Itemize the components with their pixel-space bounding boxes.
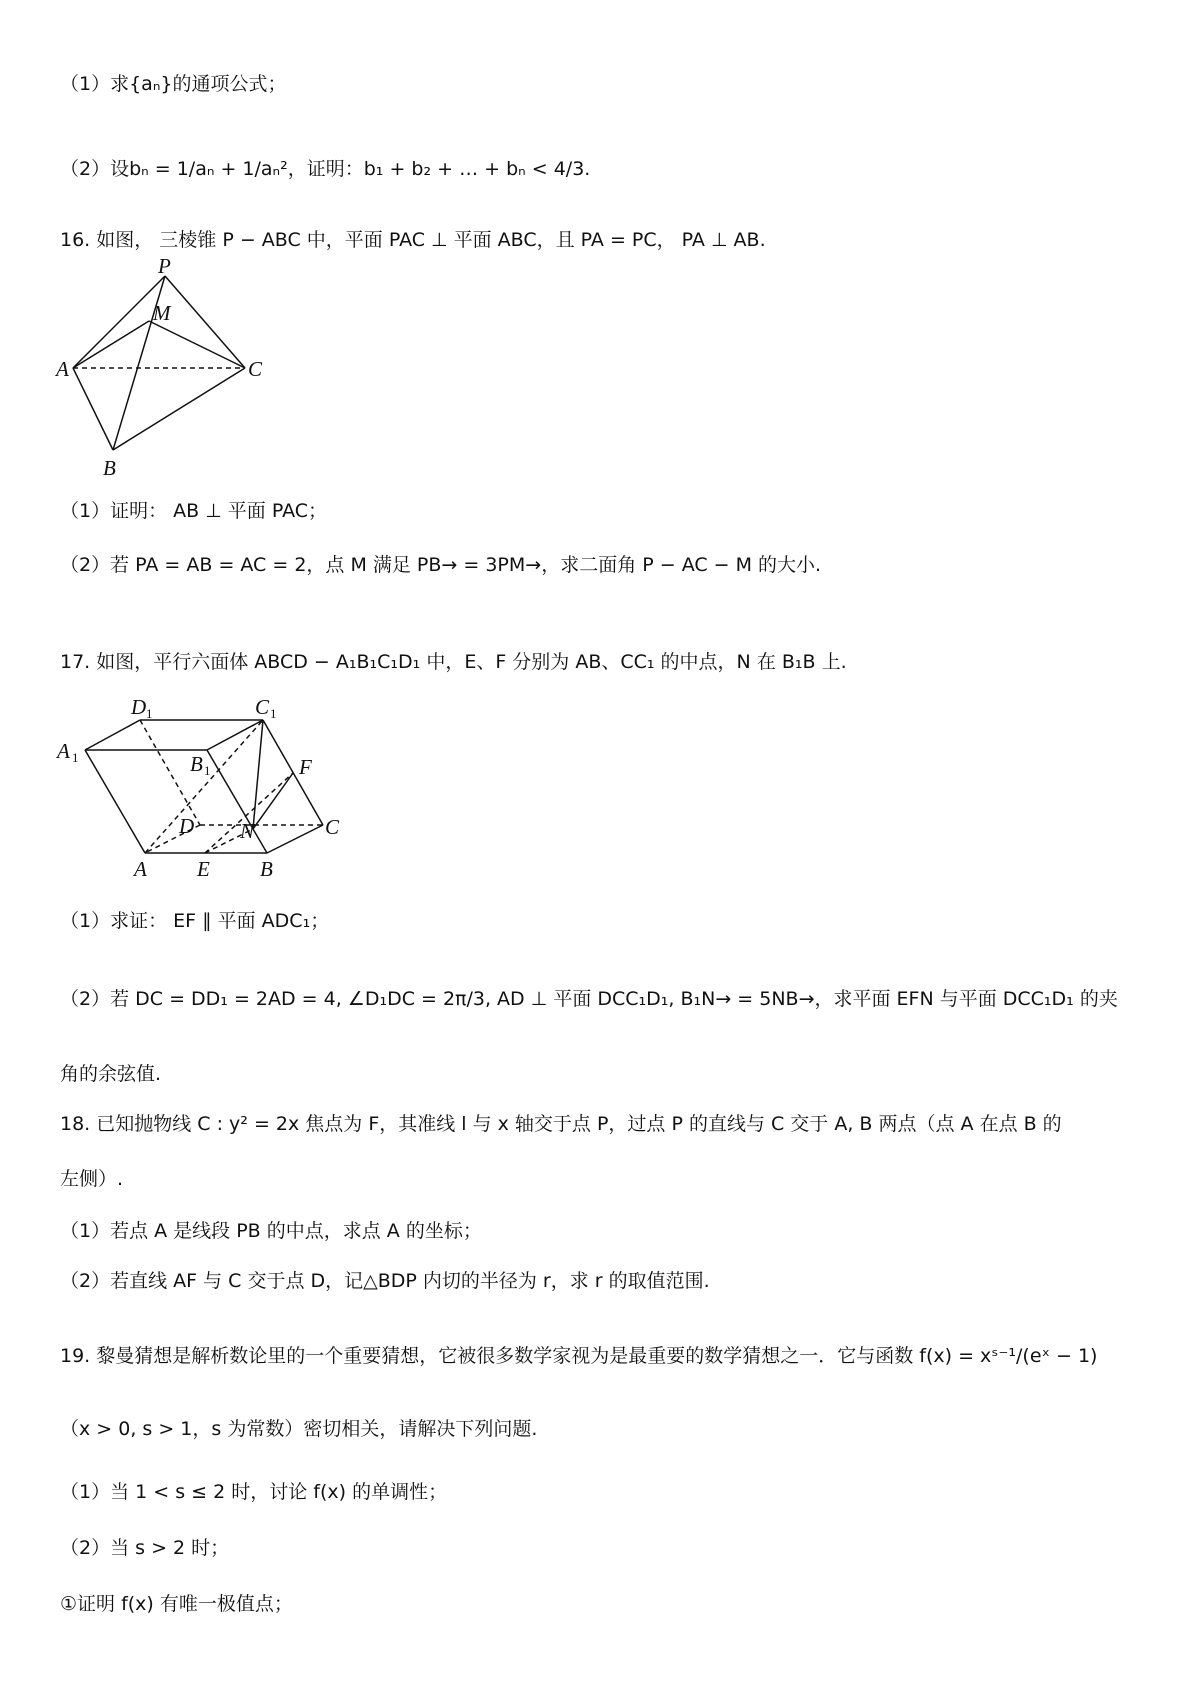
edge-BC [113,368,245,450]
label-N: N [240,819,255,843]
q18-part2: （2）若直线 AF 与 C 交于点 D，记△BDP 内切的半径为 r，求 r 的取值范围. [60,1270,710,1292]
label-D: D [179,814,195,838]
q17-part1: （1）求证： EF ∥ 平面 ADC₁； [60,910,330,932]
edge-AB [73,368,113,450]
q19-stem: 19. 黎曼猜想是解析数论里的一个重要猜想，它被很多数学家视为是最重要的数学猜想之一．它与函数 f(x) = xˢ⁻¹/(eˣ − 1) [60,1345,1098,1367]
tetrahedron-figure [55,258,295,483]
q16-stem: 16. 如图， 三棱锥 P − ABC 中，平面 PAC ⊥ 平面 ABC，且 PA = PC， PA ⊥ AB. [60,229,766,251]
q17-part2: （2）若 DC = DD₁ = 2AD = 4, ∠D₁DC = 2π/3, AD ⊥ 平面 DCC₁D₁, B₁N→ = 5NB→，求平面 EFN 与平面 DCC₁D₁ 的夹 [60,988,1118,1010]
label-C: C [325,815,340,839]
label-B: B [260,857,273,881]
q15-part2: （2）设bₙ = 1/aₙ + 1/aₙ²，证明：b₁ + b₂ + … + bₙ < 4/3. [60,158,591,180]
q19-stem-cont: （x > 0, s > 1，s 为常数）密切相关，请解决下列问题. [60,1418,538,1440]
label-C1-sub: 1 [270,706,277,721]
q18-part1: （1）若点 A 是线段 PB 的中点，求点 A 的坐标； [60,1220,482,1242]
q15-part1: （1）求{aₙ}的通项公式； [60,73,287,95]
edge-B1B [207,750,267,853]
label-M: M [153,301,171,325]
label-A1-sub: 1 [72,750,79,765]
label-B1: B [190,752,203,776]
label-D1: D [131,698,147,719]
edge-C1C [263,720,323,825]
edge-NF [253,773,293,829]
q17-stem: 17. 如图，平行六面体 ABCD − A₁B₁C₁D₁ 中，E、F 分别为 AB、CC₁ 的中点，N 在 B₁B 上. [60,651,847,673]
q19-part2: （2）当 s > 2 时； [60,1537,230,1559]
label-D1-sub: 1 [146,706,153,721]
edge-MC [149,321,245,368]
q16-part1: （1）证明： AB ⊥ 平面 PAC； [60,500,328,522]
q18-stem: 18. 已知抛物线 C : y² = 2x 焦点为 F，其准线 l 与 x 轴交于点 P，过点 P 的直线与 C 交于 A, B 两点（点 A 在点 B 的 [60,1113,1062,1135]
label-C: C [248,357,263,381]
label-F: F [299,755,312,779]
edge-A1A [85,750,145,853]
edge-C1N [253,720,263,829]
label-C1: C [255,698,270,719]
edge-BC [267,825,323,853]
edge-A1D1 [85,720,140,750]
q19-part2-item1: ①证明 f(x) 有唯一极值点； [60,1593,293,1615]
label-A: A [134,857,147,881]
q18-stem-cont: 左侧）. [60,1168,124,1190]
q16-part2: （2）若 PA = AB = AC = 2，点 M 满足 PB→ = 3PM→，求二面角 P − AC − M 的大小. [60,554,822,576]
label-P: P [158,258,171,278]
q19-part1: （1）当 1 < s ≤ 2 时，讨论 f(x) 的单调性； [60,1481,448,1503]
q17-part2-cont: 角的余弦值. [60,1063,162,1085]
label-B: B [103,456,116,480]
edge-MA [73,321,149,368]
label-A: A [56,357,69,381]
label-E: E [197,857,210,881]
edge-PC [165,276,245,368]
edge-B1C1 [207,720,263,750]
label-B1-sub: 1 [204,763,211,778]
label-A1: A [57,739,70,763]
parallelepiped-figure [55,698,355,883]
